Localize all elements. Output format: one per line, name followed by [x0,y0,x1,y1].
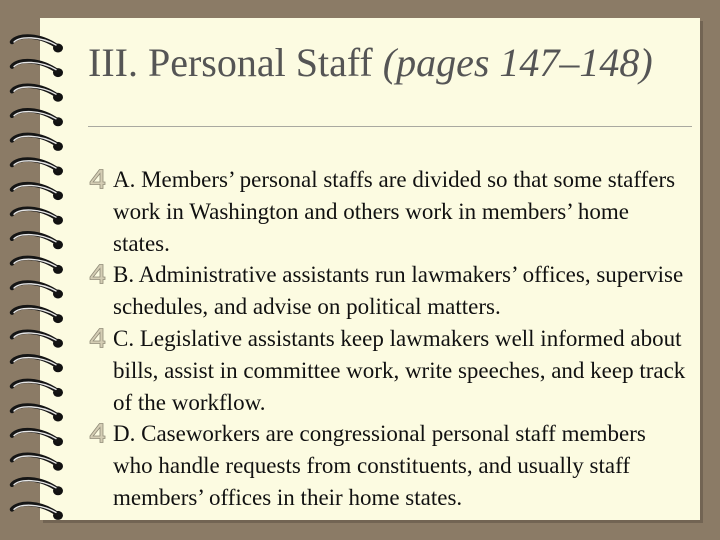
binding-ring [12,307,63,323]
bullet-item [88,259,688,323]
binding-ring [12,455,63,471]
spiral-binding [0,0,80,540]
binding-ring [12,233,63,249]
binding-ring [12,504,63,520]
binding-ring [12,283,63,299]
bullet-text: B. Administrative assistants run lawmakers’ offices, supervise schedules, and advise on political matters. [113,262,684,320]
title-pages: (pages 147–148) [382,40,653,85]
title-divider [88,126,692,127]
binding-ring [12,135,63,151]
bullet-text: A. Members’ personal staffs are divided so that some staffers work in Washington and others work in members’ home states. [113,167,676,256]
title-main: III. Personal Staff [88,40,383,85]
slide-title [88,38,688,88]
binding-ring [12,356,63,372]
number-4-icon [88,327,106,349]
number-4-icon [88,168,106,190]
binding-ring [12,86,63,102]
number-4-icon [88,263,106,285]
number-4-icon [88,422,106,444]
bullet-text: D. Caseworkers are congressional personal staff members who handle requests from constituents, and usually staff members’ offices in their home states. [113,421,646,510]
binding-ring [12,381,63,397]
bullet-item [88,323,688,418]
binding-ring [12,479,63,495]
binding-ring [12,61,63,77]
bullet-item [88,164,688,259]
binding-ring [12,209,63,225]
binding-ring [12,160,63,176]
binding-ring [12,258,63,274]
binding-ring [12,430,63,446]
notebook-page [40,18,700,520]
binding-ring [12,406,63,422]
binding-ring [12,332,63,348]
bullet-text: C. Legislative assistants keep lawmakers well informed about bills, assist in committee work, write speeches, and keep track of the workflow. [113,325,686,415]
bullet-list [88,164,688,514]
binding-ring [12,37,63,53]
bullet-item [88,418,688,513]
binding-ring [12,110,63,126]
binding-ring [12,184,63,200]
